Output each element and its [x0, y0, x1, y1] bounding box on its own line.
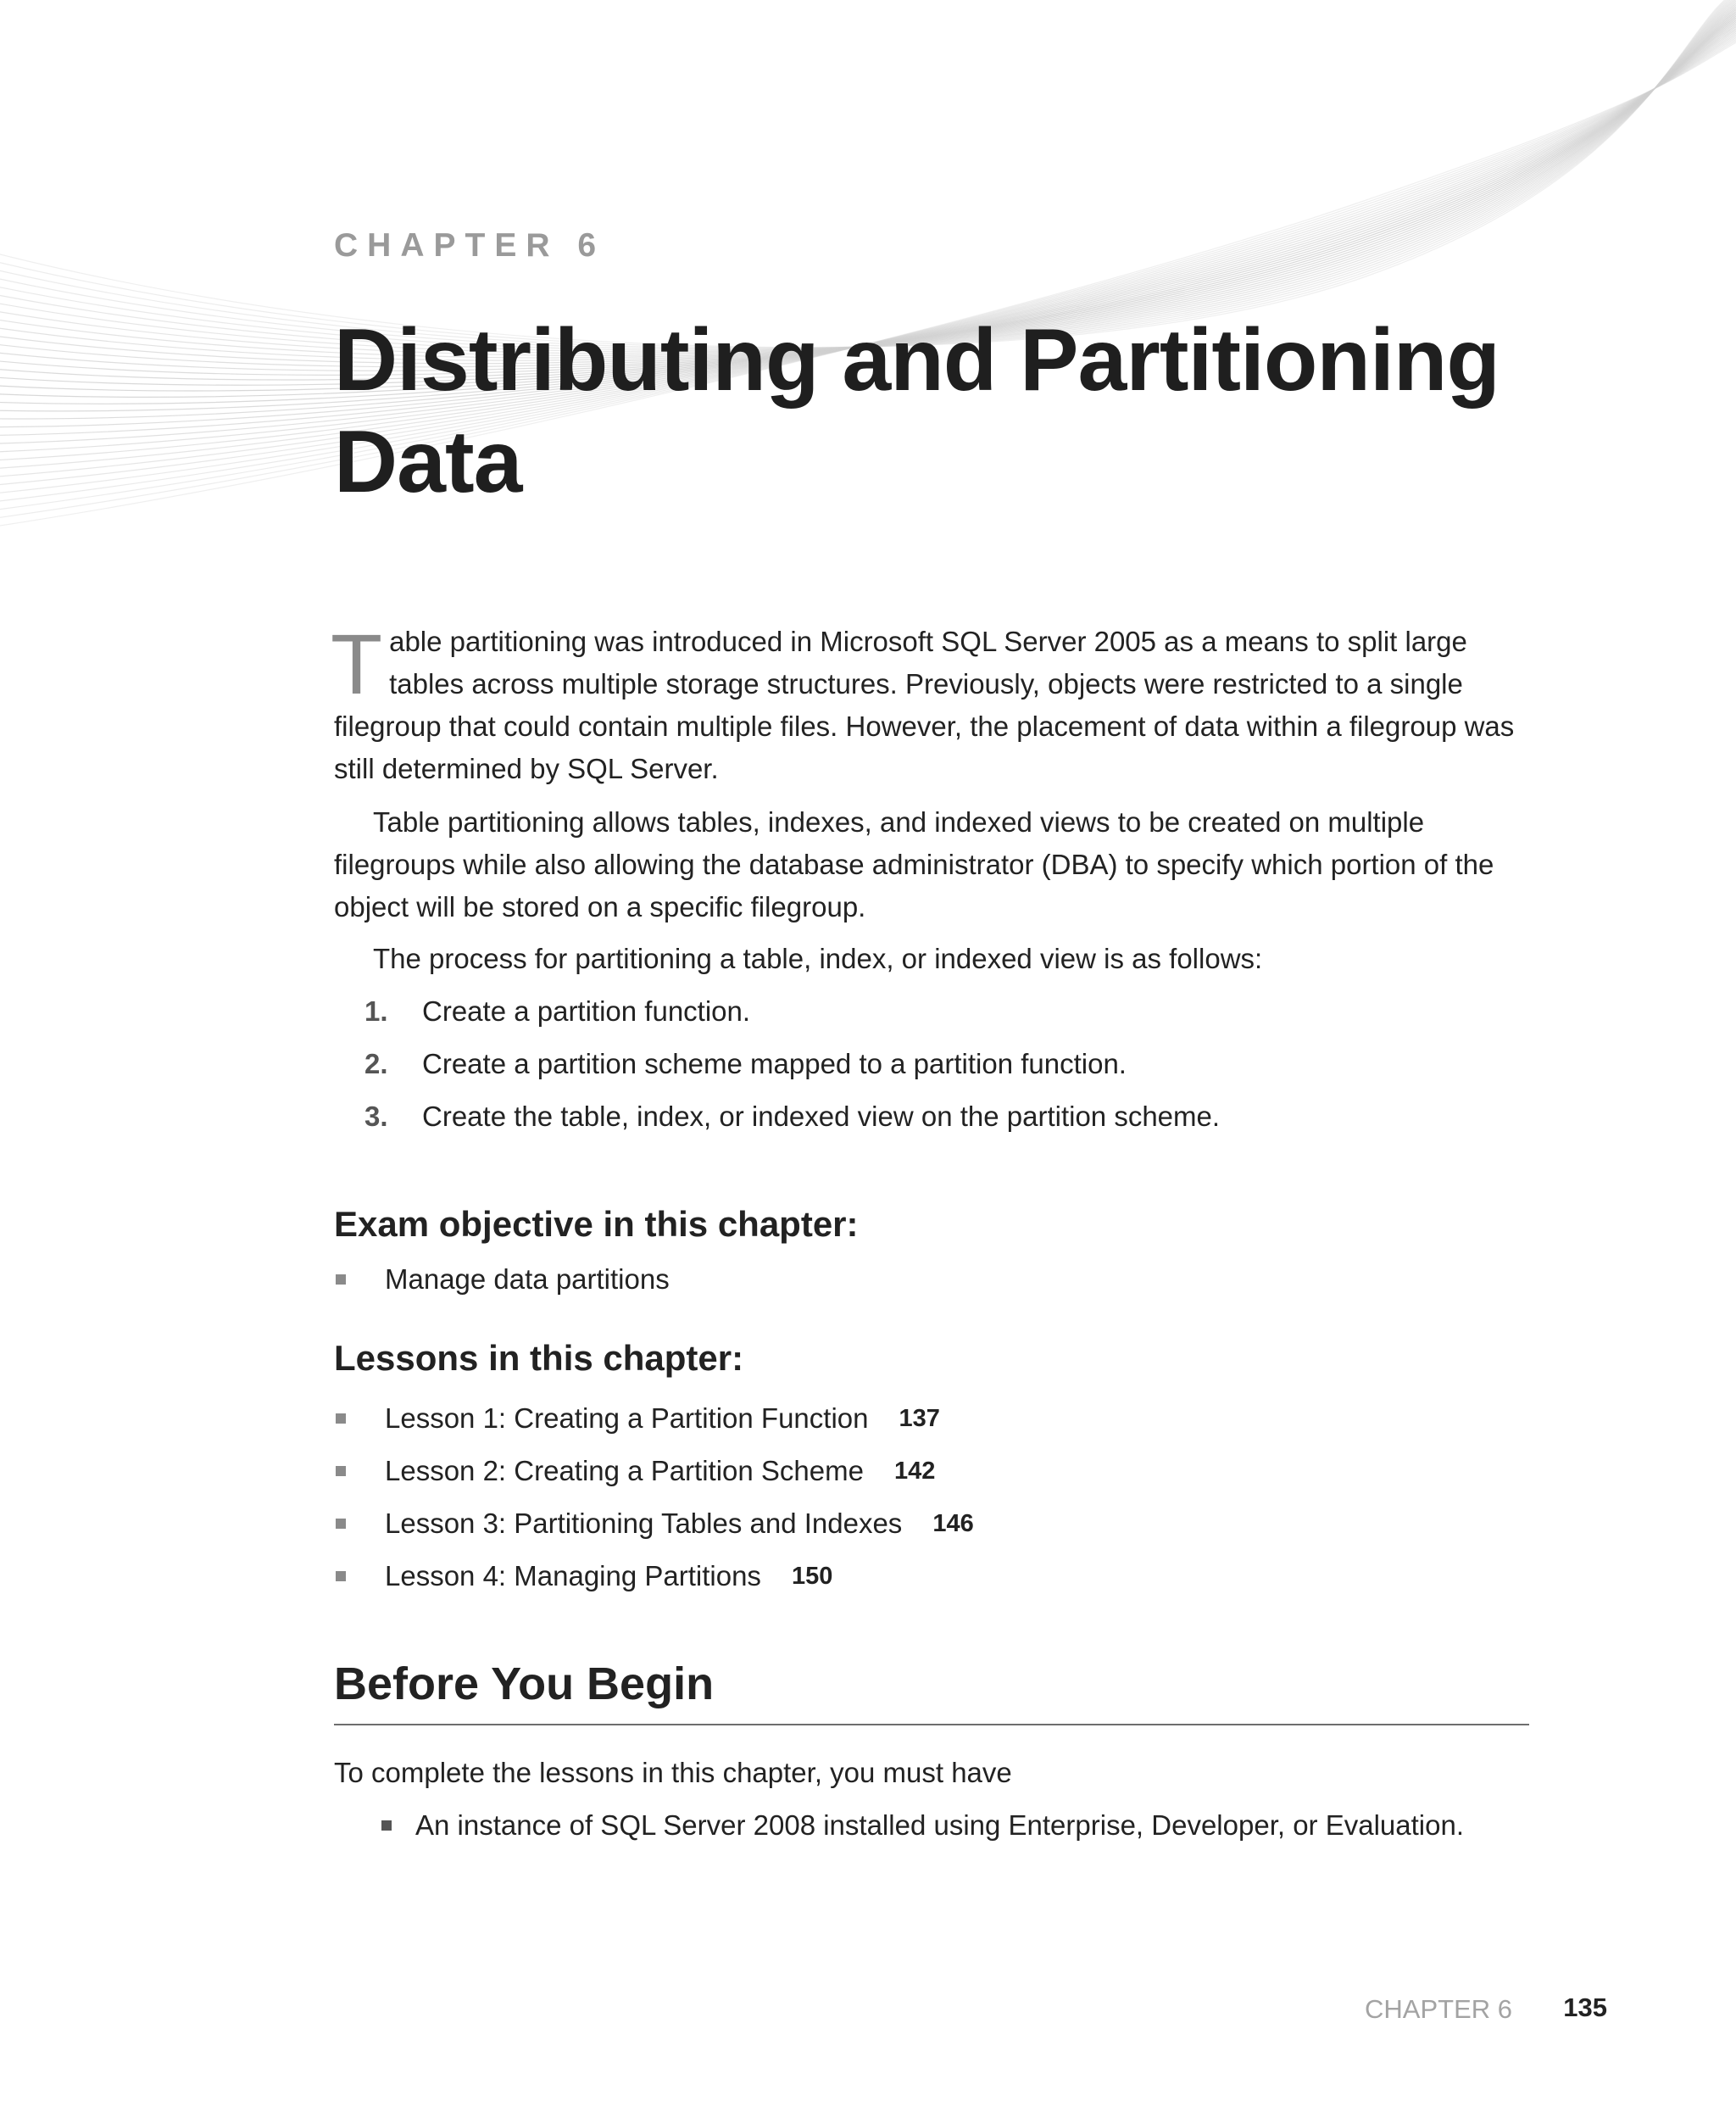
list-item [334, 1450, 974, 1502]
requirements-list [380, 1804, 1464, 1857]
step-text: Create a partition function. [422, 995, 751, 1027]
list-item [334, 990, 1521, 1043]
lesson-page-number: 150 [791, 1563, 833, 1590]
lesson-title: Lesson 1: Creating a Partition Function [385, 1402, 869, 1434]
lessons-list [334, 1397, 974, 1608]
intro-text: able partitioning was introduced in Microsoft SQL Server 2005 as a means to split large tables across multiple storage structures. Previously, objects were restricted to a single filegroup that could contain multiple files. However, the placement of data within a filegroup was still determined by SQL Server. [334, 626, 1515, 784]
process-steps-list [334, 990, 1521, 1148]
lesson-page-number: 137 [899, 1405, 940, 1432]
footer-chapter-label: CHAPTER 6 [1365, 1994, 1512, 2024]
list-item [380, 1804, 1464, 1857]
drop-cap: T [331, 617, 383, 712]
before-you-begin-heading: Before You Begin [334, 1658, 1529, 1725]
chapter-title: Distributing and Partitioning Data [334, 311, 1500, 511]
list-item [334, 1043, 1521, 1095]
bullet-square-icon [336, 1466, 346, 1476]
lesson-page-number: 142 [893, 1458, 936, 1485]
footer-page-number: 135 [1563, 1993, 1607, 2022]
lesson-title: Lesson 3: Partitioning Tables and Indexes [385, 1508, 903, 1539]
exam-objective-list [334, 1258, 670, 1311]
paragraph-process: The process for partitioning a table, index, or indexed view is as follows: [373, 943, 1263, 974]
bullet-square-icon [336, 1571, 346, 1581]
requirement-text: An instance of SQL Server 2008 installed using Enterprise, Developer, or Evaluation. [415, 1809, 1464, 1841]
step-number: 1. [364, 995, 388, 1027]
lesson-page-number: 146 [932, 1510, 974, 1537]
lesson-title: Lesson 4: Managing Partitions [385, 1560, 761, 1591]
chapter-label: CHAPTER 6 [334, 227, 606, 264]
bullet-square-icon [336, 1274, 346, 1285]
list-item [334, 1397, 974, 1450]
before-you-begin-text: To complete the lessons in this chapter, you must have [334, 1757, 1012, 1788]
lessons-heading: Lessons in this chapter: [334, 1338, 744, 1378]
step-text: Create a partition scheme mapped to a partition function. [422, 1048, 1127, 1079]
intro-paragraph [331, 617, 1521, 790]
bullet-square-icon [336, 1519, 346, 1529]
step-text: Create the table, index, or indexed view on the partition scheme. [422, 1101, 1221, 1132]
objective-text: Manage data partitions [385, 1263, 670, 1295]
step-number: 2. [364, 1048, 388, 1079]
bullet-square-icon [381, 1820, 392, 1831]
list-item [334, 1095, 1521, 1148]
lesson-title: Lesson 2: Creating a Partition Scheme [385, 1455, 864, 1486]
list-item [334, 1258, 670, 1311]
list-item [334, 1555, 974, 1608]
paragraph-partitioning: Table partitioning allows tables, indexes, and indexed views to be created on multiple filegroups while also allowing the database administrator (DBA) to specify which portion of the object will be stored on a specific filegroup. [334, 806, 1494, 922]
list-item [334, 1502, 974, 1555]
exam-objective-heading: Exam objective in this chapter: [334, 1204, 859, 1244]
bullet-square-icon [336, 1413, 346, 1424]
step-number: 3. [364, 1101, 388, 1132]
